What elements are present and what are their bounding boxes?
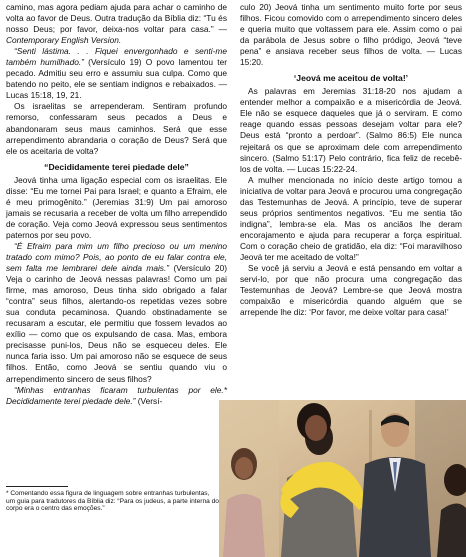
paragraph: “Senti lástima. . . Fiquei envergonhado e senti-me também humilhado.” (Versículo 19) O povo lamentou ter pecado. Admitiu seu erro e assumiu sua culpa. Como que batendo no peito, ele se sentiam indignos e rebaixados. — Lucas 15:18, 19, 21. <box>6 46 227 101</box>
scripture-quote: “É Efraim para mim um filho precioso ou um menino tratado com mimo? Pois, ao ponto de eu falar contra ele, sem falta me lembrarei dele ainda mais.” <box>6 240 227 274</box>
photo-illustration <box>219 400 466 557</box>
citation: Contemporary English Version. <box>6 35 122 46</box>
paragraph: Jeová tinha uma ligação especial com os israelitas. Ele disse: “Eu me tornei Pai para Israel; e quanto a Efraim, ele é meu primogênito.” (Jeremias 31:9) Um pai amoroso jamais se recusaria a receber de volta um filho arrependido de coração. Veja como Jeová expressou seus sentimentos paternos por seu povo. <box>6 174 227 240</box>
paragraph: camino, mas agora pediam ajuda para achar o caminho de volta ao favor de Deus. Outra tradução da Bíblia diz: “Tu és nosso Deus; por favor, deixa-nos voltar para casa.” — Contemporary English Version. <box>6 2 227 46</box>
footnote: * Comentando essa figura de linguagem sobre entranhas turbulentas, um guia para tradutores da Bíblia diz: “Para os judeus, a parte interna do corpo era o centro das emoções.” <box>6 490 219 513</box>
paragraph: “É Efraim para mim um filho precioso ou um menino tratado com mimo? Pois, ao ponto de eu falar contra ele, sem falta me lembrarei dele ainda mais.” (Versículo 20) Veja o carinho de Jeová nessas palavras! Como um pai firme, mas amoroso, Deus tinha sido obrigado a falar “contra” seus filhos, alertando-os repetidas vezes sobre sua conduta pecaminosa. Quando obstinadamente se recusaram a escutar, ele permitiu que fossem levados ao exílio — como que os expulsando de casa. Mas, embora precisasse puni-los, Deus não se esqueceu deles. Ele nunca faria isso. Um pai amoroso não se esquece de seus filhos. Então, como Jeová se sentiu quando viu o arrependimento sincero de seus filhos? <box>6 240 227 384</box>
paragraph: A mulher mencionada no início deste artigo tomou a iniciativa de voltar para Jeová e procurou uma congregação das Testemunhas de Jeová. A princípio, teve de superar seus próprios sentimentos negativos. “Eu me sentia tão indigna”, lembra-se ela. Mas os anciãos lhe deram encorajamento e ajuda para recuperar a força espiritual. Com o coração cheio de gratidão, ela diz: “Foi maravilhoso Jeová ter me aceitado de volta!” <box>240 174 462 262</box>
right-column <box>240 2 462 318</box>
paragraph: “Minhas entranhas ficaram turbulentas por ele.* Decididamente terei piedade dele.” (Versí- <box>6 384 227 406</box>
footnote-divider <box>6 486 68 487</box>
section-heading: “Decididamente terei piedade dele” <box>44 161 189 172</box>
paragraph: Se você já serviu a Jeová e está pensando em voltar a servi-lo, por que não procura uma congregação das Testemunhas de Jeová? Lembre-se que Jeová mostra compaixão e misericórdia quando alguém que se arrepende lhe diz: ‘Por favor, me deixe voltar para casa!’ <box>240 263 462 318</box>
paragraph: culo 20) Jeová tinha um sentimento muito forte por seus filhos. Ficou comovido com o arrependimento sincero deles e queria muito que voltassem para ele. Assim como o pai da parábola de Jesus sobre o filho pródigo, Jeová “teve pena” e ansiava receber seus filhos de volta. — Lucas 15:20. <box>240 2 462 68</box>
scripture-quote: “Senti lástima. . . Fiquei envergonhado e senti-me também humilhado.” <box>6 46 227 68</box>
paragraph: Os israelitas se arrependeram. Sentiram profundo remorso, confessaram seus pecados a Deus e abandonaram seus maus caminhos. Será que esse arrependimento abrandaria o coração de Deus? Será que ele os aceitaria de volta? <box>6 101 227 156</box>
left-column <box>6 2 227 407</box>
congregation-welcome-photo <box>219 400 466 557</box>
scripture-quote: “Minhas entranhas ficaram turbulentas por ele.* Decididamente terei piedade dele.” <box>6 384 227 406</box>
paragraph: As palavras em Jeremias 31:18-20 nos ajudam a entender melhor a compaixão e a misericórdia de Jeová. Ele não se esquece daqueles que já o serviram. E como reage quando essas pessoas desejam voltar para ele? Deus está “pronto a perdoar”. (Salmo 86:5) Ele nunca rejeitará os que se aproximam dele com arrependimento sincero. (Salmo 51:17) Pelo contrário, fica feliz de recebê-los de volta. — Lucas 15:22-24. <box>240 86 462 174</box>
section-heading: ‘Jeová me aceitou de volta!’ <box>293 73 409 84</box>
footnote-area <box>6 490 220 513</box>
